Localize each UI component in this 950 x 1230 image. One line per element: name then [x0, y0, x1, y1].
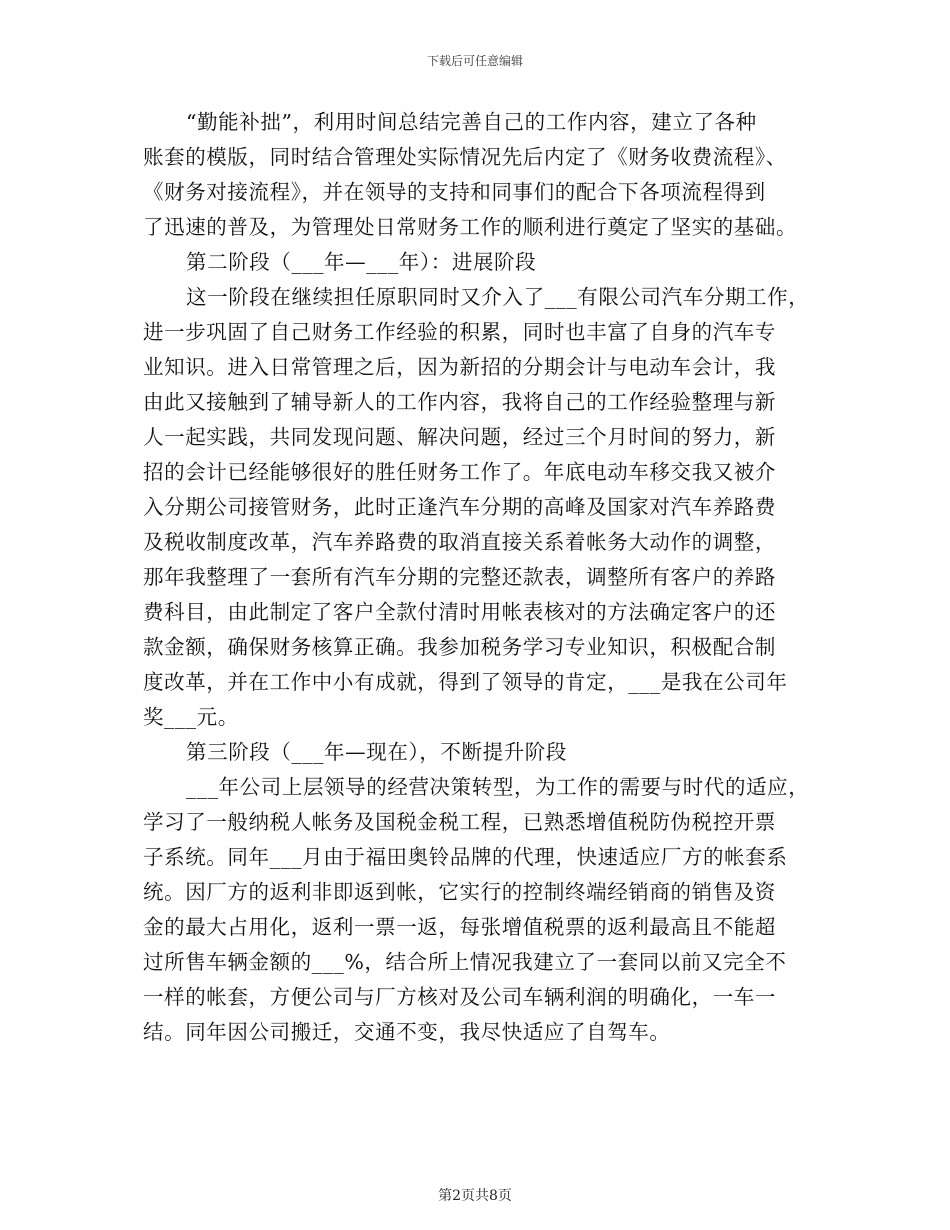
text-line: 入分期公司接管财务，此时正逢汽车分期的高峰及国家对汽车养路费 — [143, 495, 776, 519]
text-line: 费科目，由此制定了客户全款付清时用帐表核对的方法确定客户的还 — [143, 600, 776, 624]
page-header: 下载后可任意编辑 — [426, 54, 523, 68]
page-footer: 第2页共8页 — [438, 1188, 512, 1204]
text-line: 及税收制度改革，汽车养路费的取消直接关系着帐务大动作的调整， — [143, 530, 776, 554]
text-line: 统。因厂方的返利非即返到帐，它实行的控制终端经销商的销售及资 — [143, 880, 776, 904]
text-line: 那年我整理了一套所有汽车分期的完整还款表，调整所有客户的养路 — [143, 565, 776, 589]
text-line: 结。同年因公司搬迁，交通不变，我尽快适应了自驾车。 — [143, 1020, 671, 1044]
text-line: 奖___元。 — [143, 705, 239, 729]
text-line: “勤能补拙”，利用时间总结完善自己的工作内容，建立了各种 — [186, 110, 757, 134]
text-line: ___年公司上层领导的经营决策转型，为工作的需要与时代的适应， — [186, 775, 810, 799]
text-line: 度改革，并在工作中小有成就，得到了领导的肯定，___是我在公司年 — [143, 670, 788, 694]
text-line: 业知识。进入日常管理之后，因为新招的分期会计与电动车会计，我 — [143, 355, 776, 379]
document-body — [143, 105, 833, 1050]
text-line: 招的会计已经能够很好的胜任财务工作了。年底电动车移交我又被介 — [143, 460, 776, 484]
text-line: 子系统。同年___月由于福田奥铃品牌的代理，快速适应厂方的帐套系 — [143, 845, 788, 869]
text-line: 款金额，确保财务核算正确。我参加税务学习专业知识，积极配合制 — [143, 635, 776, 659]
text-line: 第三阶段（___年—现在），不断提升阶段 — [186, 740, 567, 764]
text-line: 进一步巩固了自己财务工作经验的积累，同时也丰富了自身的汽车专 — [143, 320, 776, 344]
text-line: 过所售车辆金额的___%，结合所上情况我建立了一套同以前又完全不 — [143, 950, 787, 974]
text-line: 一样的帐套，方便公司与厂方核对及公司车辆利润的明确化，一车一 — [143, 985, 776, 1009]
text-line: 这一阶段在继续担任原职同时又介入了___有限公司汽车分期工作， — [186, 285, 810, 309]
text-line: 学习了一般纳税人帐务及国税金税工程，已熟悉增值税防伪税控开票 — [143, 810, 776, 834]
text-line: 《财务对接流程》，并在领导的支持和同事们的配合下各项流程得到 — [143, 180, 766, 204]
text-line: 金的最大占用化，返利一票一返，每张增值税票的返利最高且不能超 — [143, 915, 776, 939]
text-line: 第二阶段（___年—___年）：进展阶段 — [186, 250, 537, 274]
text-line: 人一起实践，共同发现问题、解决问题，经过三个月时间的努力，新 — [143, 425, 776, 449]
text-line: 了迅速的普及，为管理处日常财务工作的顺利进行奠定了坚实的基础。 — [143, 215, 798, 239]
text-line: 账套的模版，同时结合管理处实际情况先后内定了《财务收费流程》、 — [143, 145, 787, 169]
text-line: 由此又接触到了辅导新人的工作内容，我将自己的工作经验整理与新 — [143, 390, 776, 414]
